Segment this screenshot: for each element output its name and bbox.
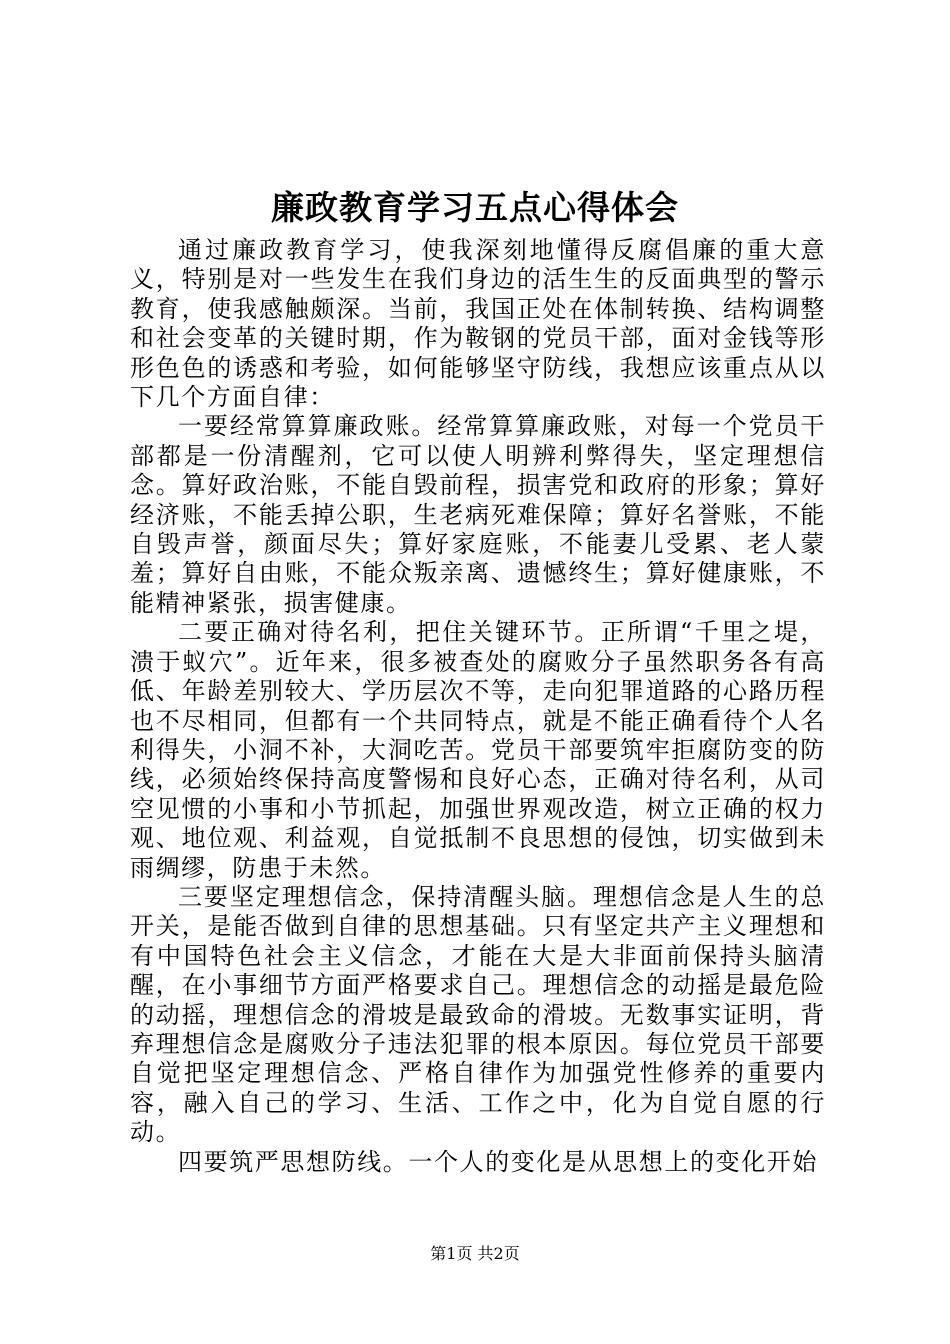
- paragraph-intro: 通过廉政教育学习，使我深刻地懂得反腐倡廉的重大意义，特别是对一些发生在我们身边的活生生的反面典型的警示教育，使我感触颇深。当前，我国正处在体制转换、结构调整和社会变革的关键时期，作为鞍钢的党员干部，面对金钱等形形色色的诱惑和考验，如何能够坚守防线，我想应该重点从以下几个方面自律：: [130, 236, 826, 412]
- page-number-footer: 第1页 共2页: [430, 1244, 520, 1263]
- document-body: [130, 236, 826, 1177]
- paragraph-point-1: 一要经常算算廉政账。经常算算廉政账，对每一个党员干部都是一份清醒剂，它可以使人明辨利弊得失，坚定理想信念。算好政治账，不能自毁前程，损害党和政府的形象；算好经济账，不能丢掉公职，生老病死难保障；算好名誉账，不能自毁声誉，颜面尽失；算好家庭账，不能妻儿受累、老人蒙羞；算好自由账，不能众叛亲离、遗憾终生；算好健康账，不能精神紧张，损害健康。: [130, 412, 826, 617]
- paragraph-point-4: 四要筑严思想防线。一个人的变化是从思想上的变化开始: [178, 1147, 818, 1176]
- document-title: 廉政教育学习五点心得体会: [271, 188, 679, 227]
- paragraph-point-2: 二要正确对待名利，把住关键环节。正所谓“千里之堤，溃于蚁穴”。近年来，很多被查处的腐败分子虽然职务各有高低、年龄差别较大、学历层次不等，走向犯罪道路的心路历程也不尽相同，但都有一个共同特点，就是不能正确看待个人名利得失，小洞不补，大洞吃苦。党员干部要筑牢拒腐防变的防线，必须始终保持高度警惕和良好心态，正确对待名利，从司空见惯的小事和小节抓起，加强世界观改造，树立正确的权力观、地位观、利益观，自觉抵制不良思想的侵蚀，切实做到未雨绸缪，防患于未然。: [130, 618, 826, 882]
- paragraph-point-3: 三要坚定理想信念，保持清醒头脑。理想信念是人生的总开关，是能否做到自律的思想基础。只有坚定共产主义理想和有中国特色社会主义信念，才能在大是大非面前保持头脑清醒，在小事细节方面严格要求自己。理想信念的动摇是最危险的动摇，理想信念的滑坡是最致命的滑坡。无数事实证明，背弃理想信念是腐败分子违法犯罪的根本原因。每位党员干部要自觉把坚定理想信念、严格自律作为加强党性修养的重要内容，融入自己的学习、生活、工作之中，化为自觉自愿的行动。: [130, 882, 826, 1147]
